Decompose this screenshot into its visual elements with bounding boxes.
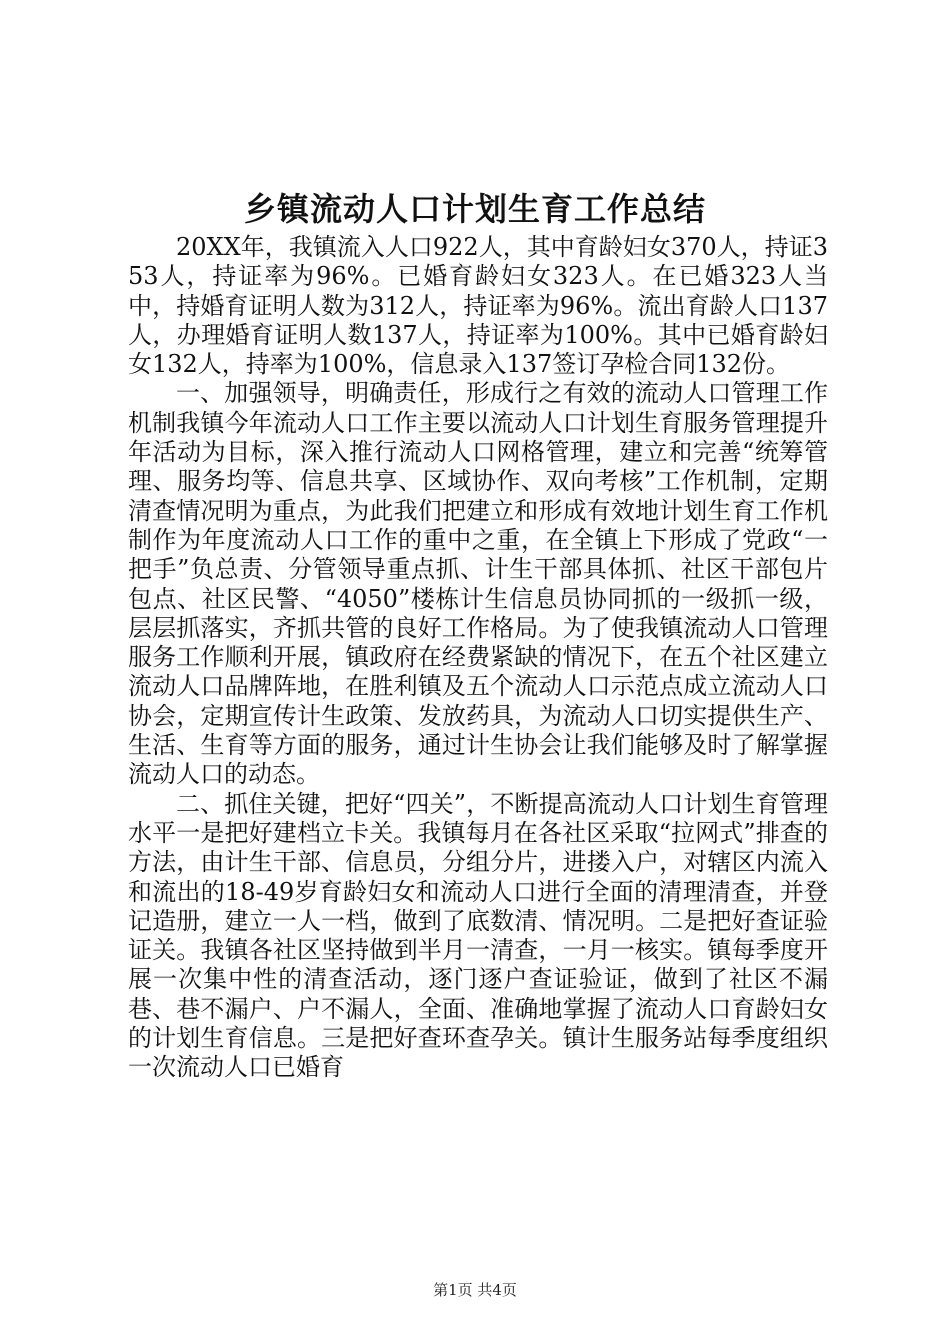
paragraph-section-one: 一、加强领导，明确责任，形成行之有效的流动人口管理工作机制我镇今年流动人口工作主要以流动人口计划生育服务管理提升年活动为目标，深入推行流动人口网格管理，建立和完善“统筹管理、服务均等、信息共享、区域协作、双向考核”工作机制，定期清查情况明为重点，为此我们把建立和形成有效地计划生育工作机制作为年度流动人口工作的重中之重，在全镇上下形成了党政“一把手”负总责、分管领导重点抓、计生干部具体抓、社区干部包片包点、社区民警、“4050”楼栋计生信息员协同抓的一级抓一级，层层抓落实，齐抓共管的良好工作格局。为了使我镇流动人口管理服务工作顺利开展，镇政府在经费紧缺的情况下，在五个社区建立流动人口品牌阵地，在胜利镇及五个流动人口示范点成立流动人口协会，定期宣传计生政策、发放药具，为流动人口切实提供生产、生活、生育等方面的服务，通过计生协会让我们能够及时了解掌握流动人口的动态。 bbox=[128, 379, 828, 789]
document-title: 乡镇流动人口计划生育工作总结 bbox=[243, 190, 706, 228]
paragraph-statistics: 20XX年，我镇流入人口922人，其中育龄妇女370人，持证353人，持证率为96%。已婚育龄妇女323人。在已婚323人当中，持婚育证明人数为312人，持证率为96%。流出育龄人口137人，办理婚育证明人数137人，持证率为100%。其中已婚育龄妇女132人，持率为100%，信息录入137签订孕检合同132份。 bbox=[128, 233, 828, 379]
page-number-footer: 第1页 共4页 bbox=[433, 1281, 517, 1299]
paragraph-section-two: 二、抓住关键，把好“四关”，不断提高流动人口计划生育管理水平一是把好建档立卡关。我镇每月在各社区采取“拉网式”排查的方法，由计生干部、信息员，分组分片，进搂入户，对辖区内流入和流出的18-49岁育龄妇女和流动人口进行全面的清理清查，并登记造册，建立一人一档，做到了底数清、情况明。二是把好查证验证关。我镇各社区坚持做到半月一清查，一月一核实。镇每季度开展一次集中性的清查活动，逐门逐户查证验证，做到了社区不漏巷、巷不漏户、户不漏人，全面、准确地掌握了流动人口育龄妇女的计划生育信息。三是把好查环查孕关。镇计生服务站每季度组织一次流动人口已婚育 bbox=[128, 789, 828, 1082]
document-body bbox=[128, 233, 828, 1083]
